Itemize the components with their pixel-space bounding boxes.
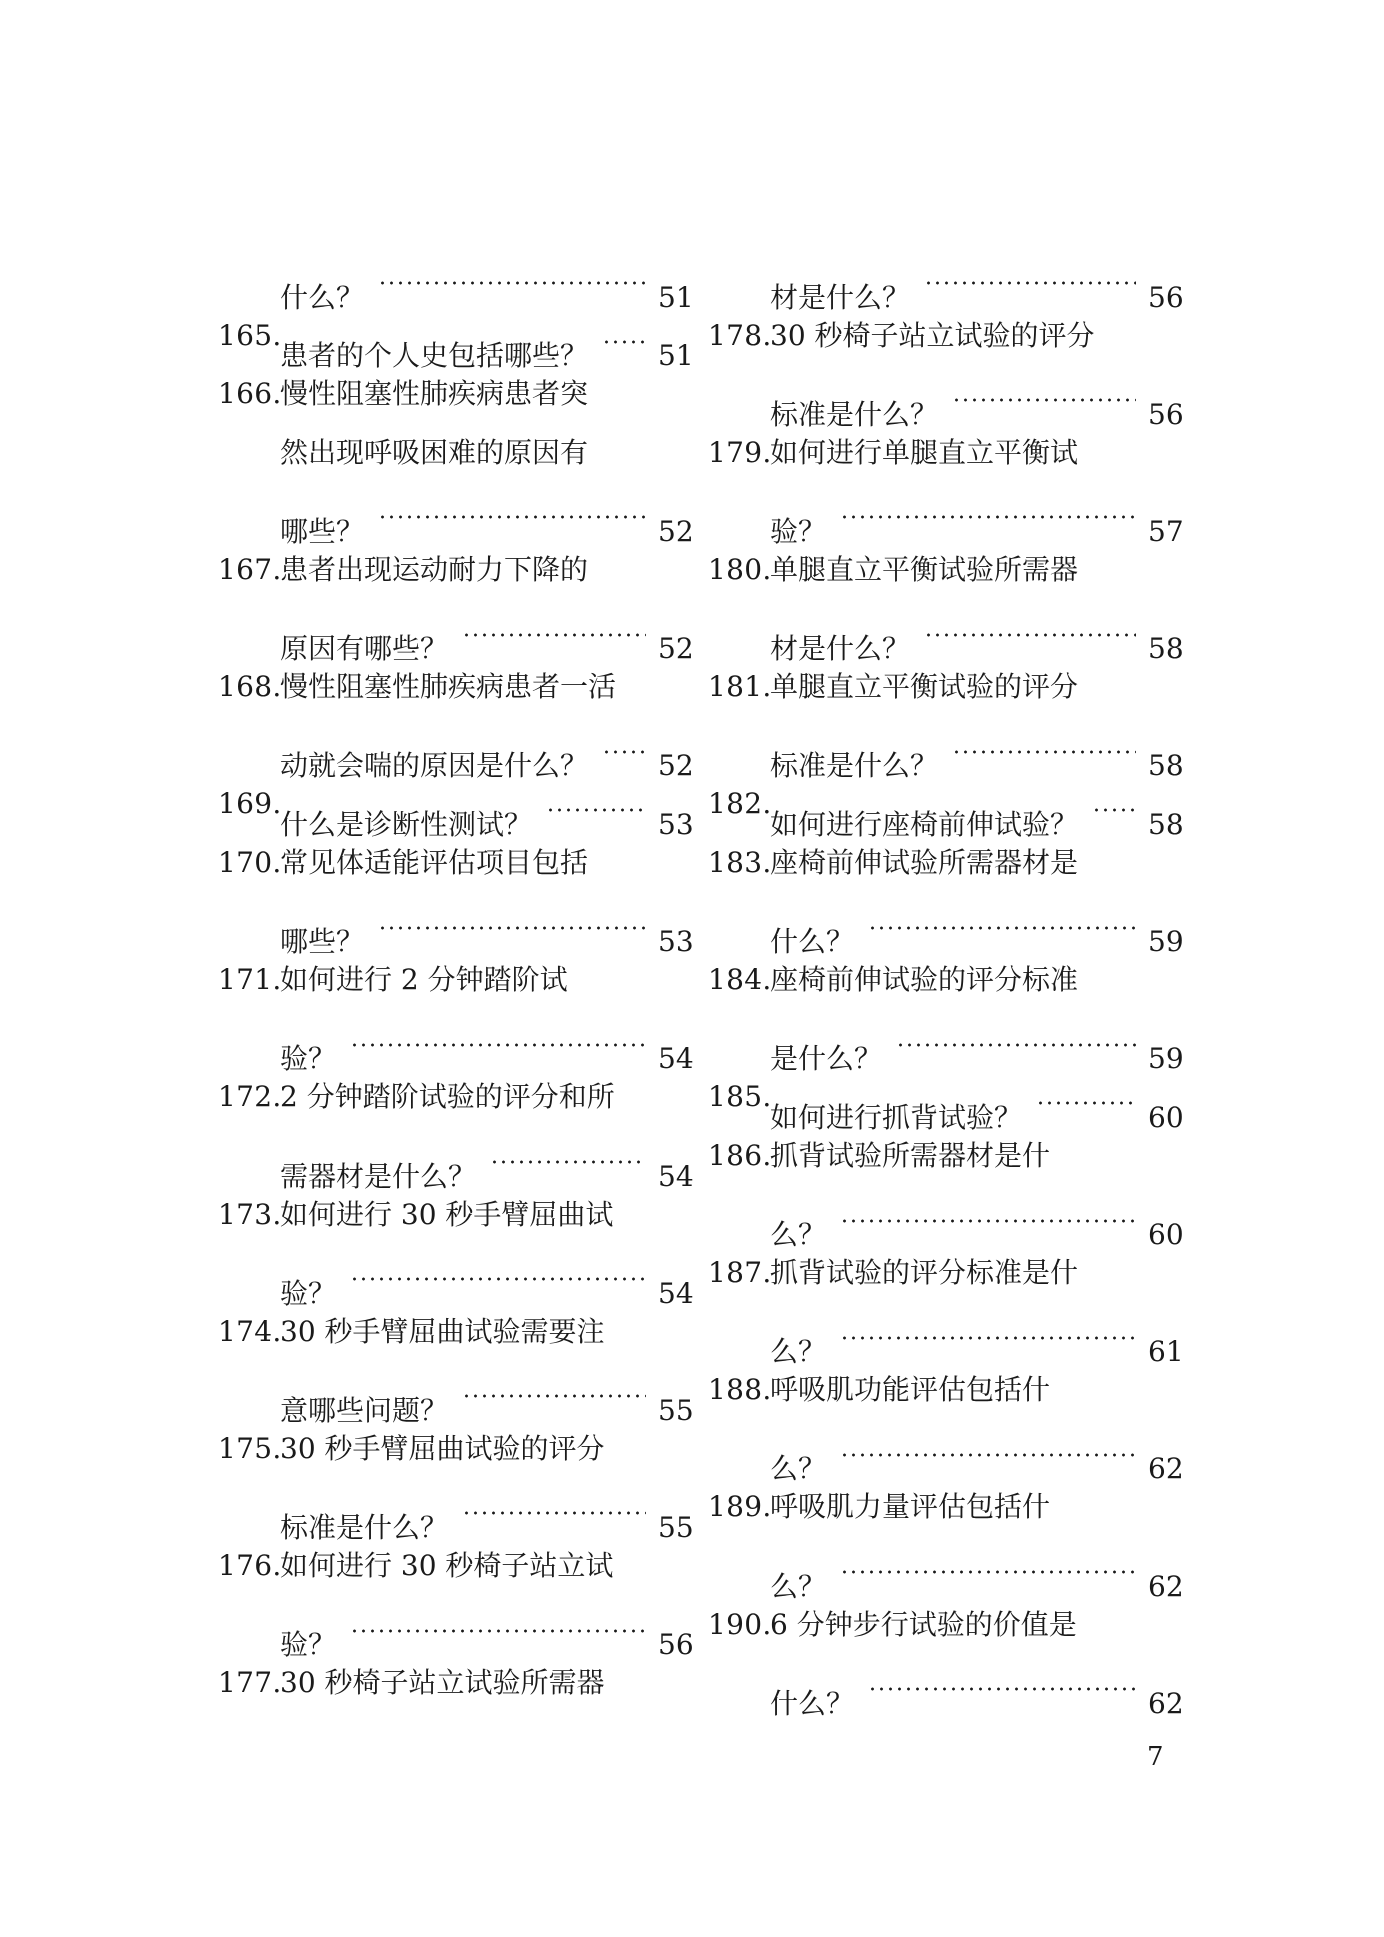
toc-entry-line xyxy=(218,1244,694,1310)
toc-item-title: 验？ xyxy=(770,514,827,548)
toc-text-line xyxy=(708,424,1178,483)
toc-page-ref: 55 xyxy=(658,1393,694,1427)
dot-leader xyxy=(350,1244,646,1303)
dot-leader xyxy=(924,600,1136,659)
toc-page-ref: 56 xyxy=(1148,397,1184,431)
toc-item-title: 么？ xyxy=(770,1452,827,1486)
toc-item-number: 182. xyxy=(708,787,772,821)
toc-item-title: 需器材是什么？ xyxy=(280,1159,477,1193)
dot-leader xyxy=(896,1010,1136,1069)
toc-item-title: 6 分钟步行试验的价值是 xyxy=(770,1607,1077,1641)
dot-leader xyxy=(602,717,646,776)
toc-entry-line xyxy=(218,1127,694,1193)
toc-item-number: 175. xyxy=(218,1431,282,1465)
toc-item-number: 168. xyxy=(218,670,282,704)
dot-leader xyxy=(924,248,1136,307)
toc-page-ref: 60 xyxy=(1148,1218,1184,1252)
toc-text-line xyxy=(708,1244,1178,1303)
toc-item-number: 187. xyxy=(708,1256,772,1290)
toc-item-number: 170. xyxy=(218,845,282,879)
dot-leader xyxy=(350,1596,646,1655)
dot-leader xyxy=(840,1186,1136,1245)
toc-item-number: 171. xyxy=(218,963,282,997)
dot-leader xyxy=(462,1478,646,1537)
toc-item-number: 185. xyxy=(708,1080,772,1114)
toc-entry-line xyxy=(218,1361,694,1427)
toc-page-ref: 60 xyxy=(1148,1100,1184,1134)
toc-item-number: 169. xyxy=(218,787,282,821)
toc-page-ref: 58 xyxy=(1148,807,1184,841)
toc-page-ref: 56 xyxy=(658,1628,694,1662)
toc-item-title: 如何进行 30 秒椅子站立试 xyxy=(280,1549,614,1583)
toc-entry-line xyxy=(218,600,694,666)
page-number: 7 xyxy=(1147,1742,1164,1772)
toc-text-line xyxy=(708,1478,1178,1537)
toc-item-title: 慢性阻塞性肺疾病患者突 xyxy=(280,377,589,411)
toc-item-number: 166. xyxy=(218,377,282,411)
toc-text-line xyxy=(218,1537,688,1596)
toc-text-line xyxy=(708,541,1178,600)
toc-entry-line xyxy=(708,1537,1184,1603)
toc-page-ref: 59 xyxy=(1148,925,1184,959)
toc-page-ref: 53 xyxy=(658,925,694,959)
toc-item-title: 单腿直立平衡试验的评分 xyxy=(770,670,1079,704)
toc-text-line xyxy=(708,1596,1178,1655)
toc-item-number: 180. xyxy=(708,552,772,586)
toc-item-title: 2 分钟踏阶试验的评分和所 xyxy=(280,1080,615,1114)
toc-page-ref: 54 xyxy=(658,1276,694,1310)
toc-item-title: 如何进行 30 秒手臂屈曲试 xyxy=(280,1197,614,1231)
toc-text-line xyxy=(708,1127,1178,1186)
toc-item-title: 然出现呼吸困难的原因有 xyxy=(280,435,589,469)
toc-item-number: 174. xyxy=(218,1314,282,1348)
toc-entry-line xyxy=(218,717,694,783)
toc-item-title: 材是什么？ xyxy=(770,280,911,314)
dot-leader xyxy=(546,775,646,834)
toc-text-line xyxy=(708,834,1178,893)
toc-item-title: 什么是诊断性测试？ xyxy=(280,807,533,841)
toc-page-ref: 52 xyxy=(658,514,694,548)
toc-item-title: 患者的个人史包括哪些？ xyxy=(280,339,589,373)
toc-item-title: 座椅前伸试验所需器材是 xyxy=(770,845,1079,879)
toc-text-line xyxy=(708,951,1178,1010)
toc-entry-line xyxy=(218,248,694,314)
toc-page-ref: 54 xyxy=(658,1159,694,1193)
toc-item-title: 慢性阻塞性肺疾病患者一活 xyxy=(280,670,617,704)
toc-entry-line xyxy=(218,775,694,841)
toc-entry-line xyxy=(708,1010,1184,1076)
toc-item-number: 189. xyxy=(708,1490,772,1524)
toc-item-number: 188. xyxy=(708,1373,772,1407)
toc-entry-line xyxy=(218,1478,694,1545)
toc-item-title: 么？ xyxy=(770,1335,827,1369)
toc-item-title: 什么？ xyxy=(770,925,855,959)
toc-entry-line xyxy=(708,717,1184,783)
dot-leader xyxy=(1092,775,1136,834)
toc-item-title: 常见体适能评估项目包括 xyxy=(280,845,589,879)
toc-item-number: 190. xyxy=(708,1607,772,1641)
toc-page-ref: 54 xyxy=(658,1042,694,1076)
toc-entry-line xyxy=(218,1010,694,1076)
toc-text-line xyxy=(218,834,688,893)
toc-item-number: 181. xyxy=(708,670,772,704)
toc-item-title: 呼吸肌功能评估包括什 xyxy=(770,1373,1051,1407)
toc-item-title: 标准是什么？ xyxy=(770,397,939,431)
toc-page-ref: 52 xyxy=(658,749,694,783)
toc-item-title: 如何进行抓背试验？ xyxy=(770,1100,1023,1134)
toc-text-line xyxy=(708,307,1178,366)
toc-item-number: 176. xyxy=(218,1549,282,1583)
dot-leader xyxy=(952,717,1136,776)
toc-item-number: 172. xyxy=(218,1080,282,1114)
toc-page-ref: 62 xyxy=(1148,1686,1184,1720)
toc-page-ref: 52 xyxy=(658,632,694,666)
dot-leader xyxy=(462,600,646,659)
toc-item-title: 哪些？ xyxy=(280,514,365,548)
toc-entry-line xyxy=(708,1303,1184,1369)
toc-entry-line xyxy=(708,1654,1184,1720)
toc-item-title: 是什么？ xyxy=(770,1042,883,1076)
dot-leader xyxy=(490,1127,646,1186)
toc-item-title: 抓背试验的评分标准是什 xyxy=(770,1256,1079,1290)
toc-item-title: 30 秒椅子站立试验的评分 xyxy=(770,318,1095,352)
toc-entry-line xyxy=(708,365,1184,431)
toc-right-column xyxy=(708,248,1184,1720)
toc-left-column xyxy=(218,248,694,1713)
toc-item-title: 原因有哪些？ xyxy=(280,632,449,666)
toc-item-title: 动就会喘的原因是什么？ xyxy=(280,749,589,783)
toc-entry-line xyxy=(218,893,694,959)
toc-item-number: 177. xyxy=(218,1666,282,1700)
toc-text-line xyxy=(218,951,688,1010)
toc-item-number: 178. xyxy=(708,318,772,352)
toc-entry-line xyxy=(218,482,694,548)
toc-text-line xyxy=(708,1361,1178,1420)
toc-page-ref: 58 xyxy=(1148,749,1184,783)
toc-text-line xyxy=(218,541,688,600)
dot-leader xyxy=(868,1654,1136,1713)
toc-text-line xyxy=(218,365,688,424)
dot-leader xyxy=(378,248,646,307)
toc-entry-line xyxy=(708,1186,1184,1252)
toc-entry-line xyxy=(708,482,1184,548)
dot-leader xyxy=(840,1303,1136,1362)
toc-page-ref: 56 xyxy=(1148,280,1184,314)
toc-item-title: 患者出现运动耐力下降的 xyxy=(280,552,589,586)
dot-leader xyxy=(840,482,1136,541)
dot-leader xyxy=(462,1361,646,1420)
toc-page-ref: 62 xyxy=(1148,1569,1184,1603)
dot-leader xyxy=(602,307,646,366)
toc-item-title: 单腿直立平衡试验所需器 xyxy=(770,552,1079,586)
toc-entry-line xyxy=(708,775,1184,841)
toc-text-line xyxy=(218,1420,688,1479)
toc-item-title: 材是什么？ xyxy=(770,632,911,666)
dot-leader xyxy=(378,893,646,952)
toc-page-ref: 55 xyxy=(658,1511,694,1545)
toc-item-number: 183. xyxy=(708,845,772,879)
toc-page-ref: 51 xyxy=(658,280,694,314)
toc-entry-line xyxy=(708,600,1184,666)
toc-item-title: 什么？ xyxy=(280,280,365,314)
toc-item-title: 30 秒椅子站立试验所需器 xyxy=(280,1666,605,1700)
toc-text-line xyxy=(218,1303,688,1362)
toc-page-ref: 51 xyxy=(658,339,694,373)
toc-item-number: 184. xyxy=(708,963,772,997)
toc-text-line xyxy=(708,658,1178,717)
toc-entry-line xyxy=(708,248,1184,314)
toc-entry-line xyxy=(218,1596,694,1662)
toc-page-ref: 58 xyxy=(1148,632,1184,666)
toc-item-title: 30 秒手臂屈曲试验需要注 xyxy=(280,1314,605,1348)
toc-entry-line xyxy=(708,1068,1184,1134)
toc-item-title: 标准是什么？ xyxy=(770,749,939,783)
toc-page-ref: 61 xyxy=(1148,1335,1184,1369)
toc-item-number: 173. xyxy=(218,1197,282,1231)
toc-entry-line xyxy=(218,307,694,373)
dot-leader xyxy=(1036,1068,1136,1127)
dot-leader xyxy=(350,1010,646,1069)
toc-item-title: 抓背试验所需器材是什 xyxy=(770,1138,1051,1172)
toc-page-ref: 53 xyxy=(658,807,694,841)
dot-leader xyxy=(378,482,646,541)
toc-item-title: 如何进行 2 分钟踏阶试 xyxy=(280,963,568,997)
toc-item-number: 186. xyxy=(708,1138,772,1172)
toc-text-line xyxy=(218,1186,688,1245)
toc-item-title: 验？ xyxy=(280,1276,337,1310)
toc-text-line xyxy=(218,1654,688,1713)
toc-item-title: 如何进行单腿直立平衡试 xyxy=(770,435,1079,469)
toc-item-title: 验？ xyxy=(280,1042,337,1076)
toc-item-title: 标准是什么？ xyxy=(280,1511,449,1545)
toc-item-title: 座椅前伸试验的评分标准 xyxy=(770,963,1079,997)
toc-item-title: 验？ xyxy=(280,1628,337,1662)
toc-page-ref: 59 xyxy=(1148,1042,1184,1076)
toc-item-title: 么？ xyxy=(770,1218,827,1252)
toc-entry-line xyxy=(708,1420,1184,1486)
toc-item-title: 呼吸肌力量评估包括什 xyxy=(770,1490,1051,1524)
dot-leader xyxy=(840,1420,1136,1479)
toc-item-number: 179. xyxy=(708,435,772,469)
toc-item-title: 意哪些问题？ xyxy=(280,1393,449,1427)
toc-item-number: 167. xyxy=(218,552,282,586)
toc-page-ref: 62 xyxy=(1148,1452,1184,1486)
toc-text-line xyxy=(218,424,688,483)
toc-item-title: 30 秒手臂屈曲试验的评分 xyxy=(280,1431,605,1465)
toc-text-line xyxy=(218,658,688,717)
toc-leader-row xyxy=(770,1654,1184,1733)
toc-item-title: 哪些？ xyxy=(280,925,365,959)
toc-item-title: 什么？ xyxy=(770,1686,855,1720)
toc-entry-line xyxy=(708,893,1184,959)
dot-leader xyxy=(868,893,1136,952)
dot-leader xyxy=(952,365,1136,424)
toc-text-line xyxy=(218,1068,688,1127)
toc-page-ref: 57 xyxy=(1148,514,1184,548)
toc-item-number: 165. xyxy=(218,318,282,352)
toc-item-title: 么？ xyxy=(770,1569,827,1603)
dot-leader xyxy=(840,1537,1136,1596)
toc-item-title: 如何进行座椅前伸试验？ xyxy=(770,807,1079,841)
